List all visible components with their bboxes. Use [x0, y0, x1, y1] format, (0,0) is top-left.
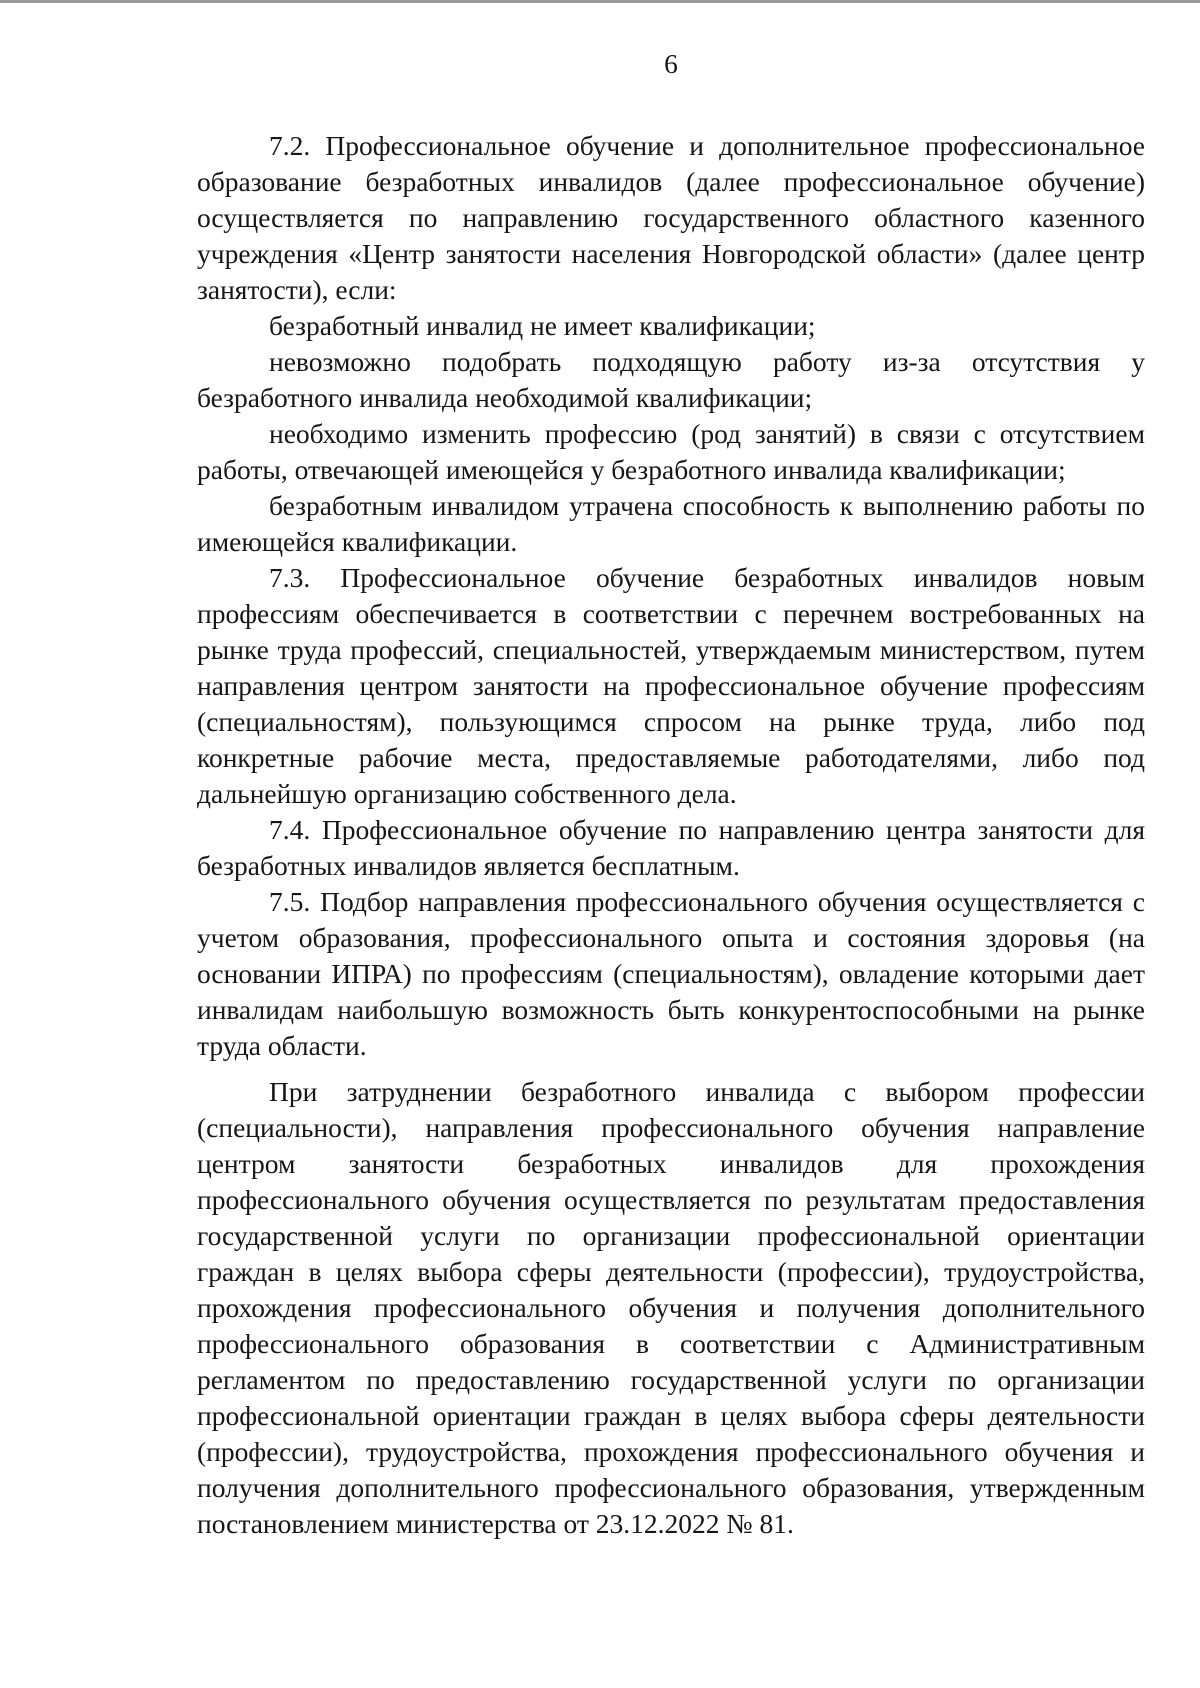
list-item-no-qualification: безработный инвалид не имеет квалификации;: [269, 310, 816, 341]
paragraph-7-5: 7.5. Подбор направления профессионального обучения осуществляется с учетом образования, профессионального опыта и состояния здоровья (на основании ИПРА) по профессиям (специальностям), овладение которыми дает инвалидам наибольшую возможность быть конкурентоспособными на рынке труда области.: [197, 886, 1145, 1061]
list-item-lost-ability: безработным инвалидом утрачена способность к выполнению работы по имеющейся квалификации.: [197, 490, 1145, 557]
paragraph-7-2: 7.2. Профессиональное обучение и дополнительное профессиональное образование безработных инвалидов (далее профессиональное обучение) осуществляется по направлению государственного областного казенного учреждения «Центр занятости населения Новгородской области» (далее центр занятости), если:: [197, 130, 1145, 305]
list-item-change-profession: необходимо изменить профессию (род занятий) в связи с отсутствием работы, отвечающей имеющейся у безработного инвалида квалификации;: [197, 418, 1145, 485]
paragraph-profession-choice-difficulty: При затруднении безработного инвалида с выбором профессии (специальности), направления профессионального обучения направление центром занятости безработных инвалидов для прохождения профессионального обучения осуществляется по результатам предоставления государственной услуги по организации профессиональной ориентации граждан в целях выбора сферы деятельности (профессии), трудоустройства, прохождения профессионального обучения и получения дополнительного профессионального образования в соответствии с Административным регламентом по предоставлению государственной услуги по организации профессиональной ориентации граждан в целях выбора сферы деятельности (профессии), трудоустройства, прохождения профессионального обучения и получения дополнительного профессионального образования, утвержденным постановлением министерства от 23.12.2022 № 81.: [197, 1076, 1145, 1539]
page-number: 6: [664, 48, 678, 79]
page-top-edge: [0, 0, 1200, 3]
paragraph-7-3: 7.3. Профессиональное обучение безработных инвалидов новым профессиям обеспечивается в соответствии с перечнем востребованных на рынке труда профессий, специальностей, утверждаемым министерством, путем направления центром занятости на профессиональное обучение профессиям (специальностям), пользующимся спросом на рынке труда, либо под конкретные рабочие места, предоставляемые работодателями, либо под дальнейшую организацию собственного дела.: [197, 562, 1145, 809]
list-item-no-suitable-work: невозможно подобрать подходящую работу из-за отсутствия у безработного инвалида необходимой квалификации;: [197, 346, 1145, 413]
document-page: [197, 46, 1145, 1542]
paragraph-7-4: 7.4. Профессиональное обучение по направлению центра занятости для безработных инвалидов является бесплатным.: [197, 814, 1145, 881]
